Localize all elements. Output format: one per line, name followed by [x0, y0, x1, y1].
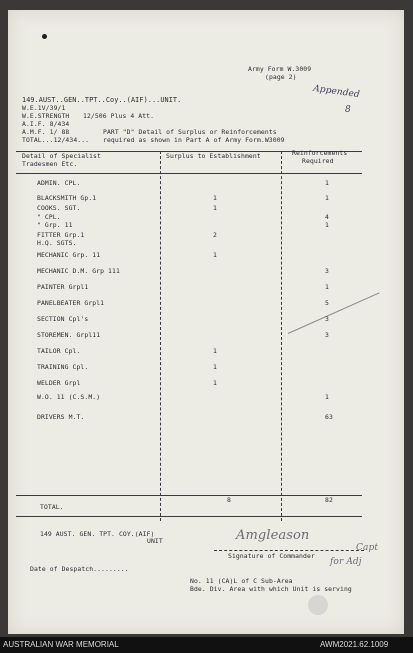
row-detail: W.O. 11 (C.S.M.): [37, 393, 101, 401]
ref-line-4: A.M.F. 1/ 88: [22, 128, 70, 136]
bde-line: Bde. Div. Area with which Unit is serving: [190, 585, 352, 593]
row-reinforcements: 3: [325, 315, 329, 323]
row-detail: STOREMEN. Grpl11: [37, 331, 101, 339]
table-total-rule: [16, 495, 362, 496]
pencil-stroke: [288, 292, 380, 334]
row-reinforcements: 3: [325, 267, 329, 275]
row-detail: MECHANIC Grp. 11: [37, 251, 101, 259]
col-surplus-header: Surplus to Establishment: [166, 152, 261, 160]
appended-number: 8: [345, 105, 351, 115]
unit-title: 149.AUST..GEN..TPT..Coy..(AIF)...UNIT.: [22, 96, 182, 104]
row-detail: PANELBEATER Grpl1: [37, 299, 105, 307]
signature-handwriting: Amgleason: [236, 528, 310, 543]
document-page: [8, 10, 404, 634]
form-name: Army Form W.3009: [248, 65, 312, 73]
ref-line-3: A.I.F. 8/434: [22, 120, 70, 128]
row-detail: " CPL.: [37, 213, 61, 221]
row-surplus: 1: [213, 204, 217, 212]
col-detail-header-2: Tradesmen Etc.: [22, 160, 78, 168]
unit-sub: UNIT: [147, 537, 163, 545]
row-detail: BLACKSMITH Gp.1: [37, 194, 97, 202]
signature-label: Signature of Commander: [228, 552, 315, 560]
part-line-1: PART "D" Detail of Surplus or Reinforcements: [103, 128, 277, 136]
row-reinforcements: 4: [325, 213, 329, 221]
column-divider-2: [281, 151, 282, 521]
total-reinf: 82: [325, 496, 333, 504]
row-surplus: 2: [213, 231, 217, 239]
appended-note: Appended: [312, 83, 361, 101]
column-divider-1: [160, 151, 161, 521]
col-reinf-header: Reinforcements: [292, 149, 348, 157]
archive-id: AWM2021.62.1009: [320, 640, 389, 649]
row-reinforcements: 1: [325, 283, 329, 291]
row-detail: FITTER Grp.1: [37, 231, 85, 239]
punch-hole: [42, 34, 47, 39]
row-detail: TRAINING Cpl.: [37, 363, 89, 371]
row-surplus: 1: [213, 347, 217, 355]
row-detail: " Grp. 11: [37, 221, 73, 229]
archive-bar: [0, 637, 413, 653]
ref-line-5: TOTAL...12/434...: [22, 136, 90, 144]
signature-for: for Adj: [330, 557, 362, 567]
form-page: (page 2): [265, 73, 297, 81]
row-detail: TAILOR Cpl.: [37, 347, 81, 355]
row-detail: SECTION Cpl's: [37, 315, 89, 323]
ref-line-2-value: 12/506 Plus 4 Att.: [83, 112, 155, 120]
row-detail: MECHANIC D.M. Grp 111: [37, 267, 120, 275]
row-reinforcements: 1: [325, 393, 329, 401]
ink-smudge: [308, 595, 328, 615]
row-detail: COOKS. SGT.: [37, 204, 81, 212]
ref-line-2-label: W.E.STRENGTH: [22, 112, 70, 120]
row-reinforcements: 1: [325, 221, 329, 229]
row-reinforcements: 1: [325, 194, 329, 202]
row-reinforcements: 5: [325, 299, 329, 307]
row-detail: H.Q. SGTS.: [37, 239, 77, 247]
signature-rank: Capt: [356, 543, 379, 553]
no-line: No. 11 (CA)L of C Sub-Area: [190, 577, 293, 585]
row-detail: PAINTER Grpl1: [37, 283, 89, 291]
signature-rule: [214, 550, 364, 551]
row-reinforcements: 3: [325, 331, 329, 339]
col-reinf-header-2: Required: [302, 157, 334, 165]
row-surplus: 1: [213, 251, 217, 259]
row-detail: ADMIN. CPL.: [37, 179, 81, 187]
despatch-label: Date of Despatch.........: [30, 565, 129, 573]
row-reinforcements: 1: [325, 179, 329, 187]
total-surplus: 8: [227, 496, 231, 504]
archive-name: AUSTRALIAN WAR MEMORIAL: [3, 640, 119, 649]
part-line-2: required as shown in Part A of Army Form.W3009: [103, 136, 285, 144]
row-surplus: 1: [213, 363, 217, 371]
row-surplus: 1: [213, 194, 217, 202]
row-surplus: 1: [213, 379, 217, 387]
total-label: TOTAL.: [40, 503, 64, 511]
table-header-rule: [16, 173, 362, 174]
row-detail: DRIVERS M.T.: [37, 413, 85, 421]
row-detail: WELDER Grpl: [37, 379, 81, 387]
ref-line-1: W.E.1V/39/1: [22, 104, 66, 112]
row-reinforcements: 63: [325, 413, 333, 421]
table-bottom-rule: [16, 516, 362, 517]
unit-line: 149 AUST. GEN. TPT. COY.(AIF): [40, 530, 155, 538]
col-detail-header: Detail of Specialist: [22, 152, 101, 160]
